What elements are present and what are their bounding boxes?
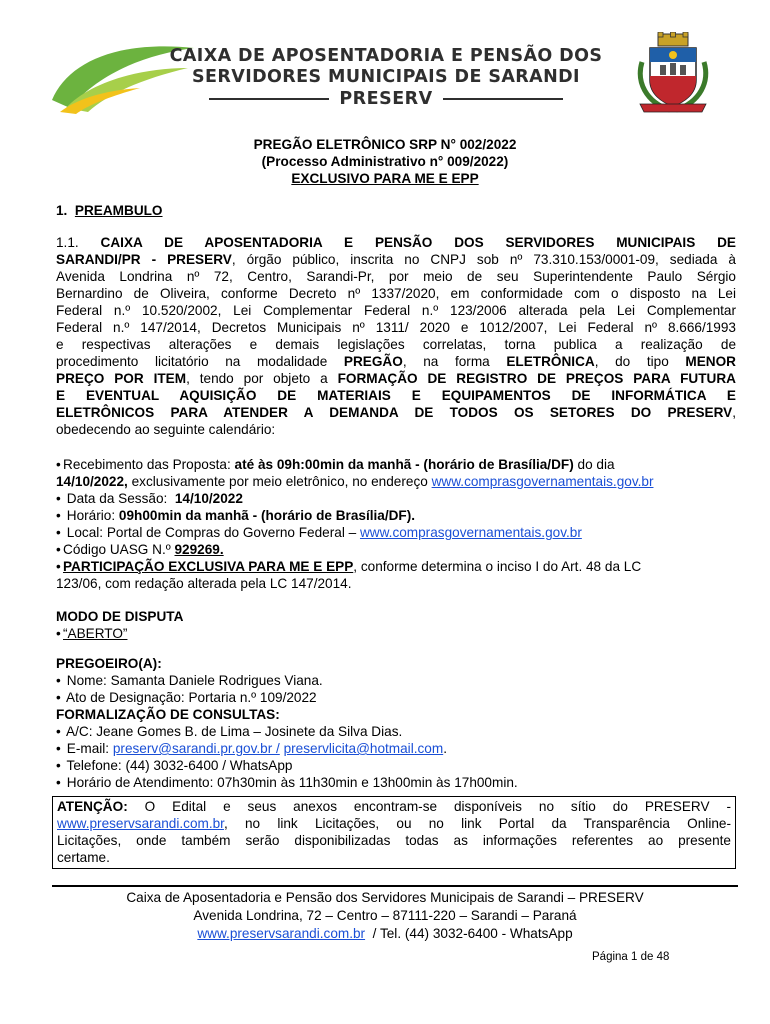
bullet-icon: • [56,542,61,557]
notice-line [57,798,731,815]
bullet-icon: • [56,673,61,688]
preamble-paragraph [56,234,736,438]
item-bold-text: 929269. [174,542,224,557]
bullet-icon: • [56,690,61,705]
page-footer [0,889,770,943]
item-text: A/C: Jeane Gomes B. de Lima – Josinete da Silva Dias. [66,724,403,739]
para-text: , órgão público, inscrita no CNPJ sob nº 73.310.153/0001-09, sediada à [231,252,736,267]
bullet-icon: • [56,626,61,641]
section-title: PREAMBULO [74,203,163,218]
item-text: Código UASG N.º [63,542,171,557]
footer-website-link[interactable]: www.preservsarandi.com.br [197,926,366,941]
list-item [56,507,736,524]
item-text: 123/06, com redação alterada pela LC 147/2014. [56,576,352,591]
footer-line-2: Avenida Londrina, 72 – Centro – 87111-220 – Sarandi – Paraná [193,908,577,923]
section-heading-modo: MODO DE DISPUTA [56,609,184,624]
para-text: , tendo por objeto a [186,371,328,386]
institution-name-line1: CAIXA DE APOSENTADORIA E PENSÃO DOS [169,46,603,66]
item-text: Horário de Atendimento: 07h30min às 11h30min e 13h00min às 17h00min. [66,775,518,790]
footer-line-1: Caixa de Aposentadoria e Pensão dos Servidores Municipais de Sarandi – PRESERV [126,890,644,905]
list-item [56,723,736,740]
item-text: E-mail: [66,741,110,756]
website-link[interactable]: www.preservsarandi.com.br [57,816,224,831]
page-number: Página 1 de 48 [592,951,670,963]
para-line [56,370,736,387]
section-heading-consultas: FORMALIZAÇÃO DE CONSULTAS: [56,707,280,722]
list-item [56,541,736,558]
attention-notice [52,796,736,869]
compras-link[interactable]: www.comprasgovernamentais.gov.br [359,525,582,540]
para-line: E EVENTUAL AQUISIÇÃO DE MATERIAIS E EQUIPAMENTOS DE INFORMÁTICA E [56,388,736,403]
calendar-list [56,456,736,592]
para-line [56,353,736,370]
document-body [56,202,736,791]
notice-line [57,815,731,832]
list-item [56,524,736,541]
header-rule-left [209,98,329,100]
title-line-2: (Processo Administrativo n° 009/2022) [261,154,509,169]
para-text: , [732,405,736,420]
document-title [0,136,770,187]
item-text: Ato de Designação: Portaria n.º 109/2022 [66,690,317,705]
email-link-licita[interactable]: preservlicita@hotmail.com [283,741,444,756]
item-text: Local: Portal de Compras do Governo Federal – [66,525,357,540]
item-text: . [443,741,447,756]
item-bold-text: PARTICIPAÇÃO EXCLUSIVA PARA ME E EPP [63,559,354,574]
list-item [56,757,736,774]
para-bold-text: PREGÃO [343,354,403,369]
letterhead [0,0,770,120]
institution-name-line2: SERVIDORES MUNICIPAIS DE SARANDI [192,67,580,87]
para-line: Federal n.º 147/2014, Decretos Municipais nº 1311/ 2020 e 1012/2007, Lei Federal nº 8.666/1993 [56,320,736,335]
email-link-preserv[interactable]: preserv@sarandi.pr.gov.br / [112,741,280,756]
notice-label: ATENÇÃO: [57,799,128,814]
header-rule-right [443,98,563,100]
list-item [56,625,736,642]
list-item [56,672,736,689]
para-line [56,234,736,251]
coat-of-arms-icon [632,32,714,114]
compras-link[interactable]: www.comprasgovernamentais.gov.br [431,474,654,489]
item-text: Recebimento das Proposta: [63,457,231,472]
bullet-icon: • [56,741,61,756]
item-bold-text: 09h00min da manhã - (horário de Brasília/DF). [118,508,416,523]
notice-text: O Edital e seus anexos encontram-se disponíveis no sítio do PRESERV - [144,799,731,814]
list-item [56,456,736,490]
para-line: e respectivas alterações e demais legislações correlatas, torna publica a realização de [56,337,736,352]
footer-line-3 [0,925,770,943]
para-bold-text: ELETRÔNICA [506,354,595,369]
footer-contact: / Tel. (44) 3032-6400 - WhatsApp [372,926,573,941]
list-item [56,558,736,592]
notice-text: , no link Licitações, ou no link Portal da Transparência Online- [223,816,731,831]
item-text: “ABERTO” [63,626,128,641]
bullet-icon: • [56,457,61,472]
section-heading-pregoeiro: PREGOEIRO(A): [56,656,162,671]
bullet-icon: • [56,758,61,773]
para-line [56,404,736,421]
bullet-icon: • [56,491,61,506]
para-line: Bernardino de Oliveira, conforme Decreto nº 1337/2020, em conformidade com o disposto na Lei [56,286,736,301]
clause-number: 1.1. [56,235,79,250]
item-bold-text: 14/10/2022 [174,491,243,506]
para-line: obedecendo ao seguinte calendário: [56,422,276,437]
para-bold-text: MENOR [685,354,736,369]
item-text: exclusivamente por meio eletrônico, no endereço [131,474,428,489]
para-line: Federal n.º 10.520/2002, Lei Complementar Federal n.º 123/2006 alterada pela Lei Complementar [56,303,736,318]
item-text: Horário: [66,508,116,523]
list-item [56,689,736,706]
institution-acronym: PRESERV [339,89,433,109]
item-bold-text: até às 09h:00min da manhã - (horário de Brasília/DF) [234,457,574,472]
para-text: procedimento licitatório na modalidade [56,354,328,369]
title-line-3: EXCLUSIVO PARA ME E EPP [291,171,479,186]
institution-acronym-row [160,89,612,109]
item-text: Telefone: (44) 3032-6400 / WhatsApp [66,758,293,773]
footer-divider [52,885,738,887]
list-item [56,490,736,507]
list-item [56,740,736,757]
bullet-icon: • [56,559,61,574]
section-number: 1. [56,203,68,218]
pregoeiro-list [56,672,736,706]
item-bold-text: 14/10/2022, [56,474,128,489]
modo-list [56,625,736,642]
bullet-icon: • [56,525,61,540]
item-text: Data da Sessão: [66,491,168,506]
title-line-1: PREGÃO ELETRÔNICO SRP N° 002/2022 [253,137,517,152]
para-bold-text: CAIXA DE APOSENTADORIA E PENSÃO DOS SERVIDORES MUNICIPAIS DE [100,235,736,250]
bullet-icon: • [56,775,61,790]
para-bold-text: FORMAÇÃO DE REGISTRO DE PREÇOS PARA FUTURA [337,371,736,386]
institution-name [160,46,612,109]
bullet-icon: • [56,724,61,739]
para-bold-text: PREÇO POR ITEM [56,371,187,386]
item-text: , conforme determina o inciso I do Art. 48 da LC [353,559,642,574]
notice-line: Licitações, onde também serão disponibilizadas todas as informações referentes ao presente [57,833,731,848]
para-bold-text: SARANDI/PR - PRESERV [56,252,232,267]
consultas-list [56,723,736,791]
para-bold-text: ELETRÔNICOS PARA ATENDER A DEMANDA DE TODOS OS SETORES DO PRESERV [56,405,733,420]
bullet-icon: • [56,508,61,523]
list-item [56,774,736,791]
notice-line: certame. [57,850,110,865]
item-text: Nome: Samanta Daniele Rodrigues Viana. [66,673,323,688]
para-line [56,251,736,268]
item-text: do dia [577,457,615,472]
para-text: , do tipo [594,354,669,369]
para-line: Avenida Londrina nº 72, Centro, Sarandi-Pr, por meio de seu Superintendente Paulo Sérgio [56,269,736,284]
para-text: , na forma [402,354,490,369]
section-heading-preambulo [56,202,736,219]
